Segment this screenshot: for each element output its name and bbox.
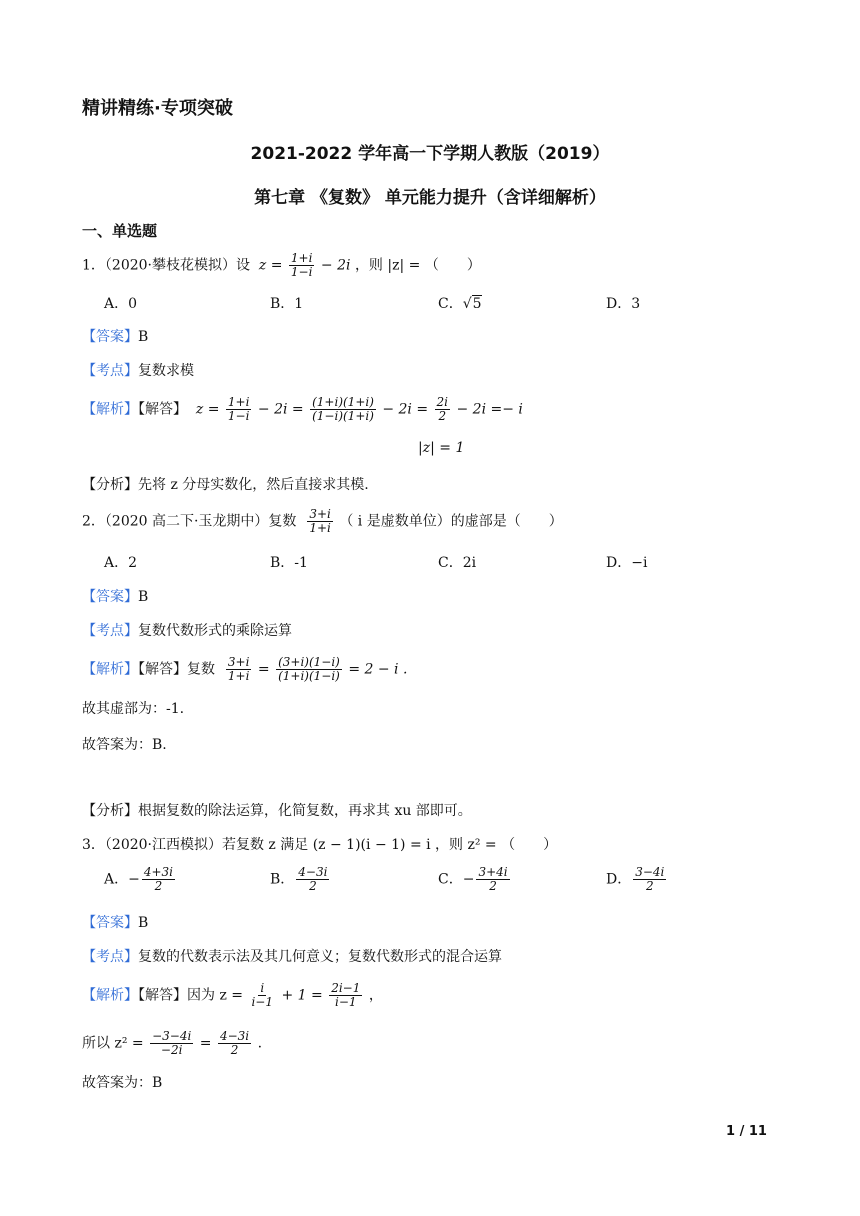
q1-option-a: A．0: [104, 296, 138, 312]
q2-option-c: C．2i: [438, 555, 477, 571]
q1-option-b: B．1: [270, 296, 304, 312]
q1-option-d: D．3: [606, 296, 641, 312]
q3-option-d: D． $\frac{3-4i}{2}$: [606, 865, 665, 893]
q2-analysis: 【分析】根据复数的除法运算，化简复数，再求其 xu 部即可。: [82, 803, 472, 819]
brand-title: 精讲精练·专项突破: [82, 98, 233, 119]
q2-solution: 【解析】【解答】复数 $\frac{3+i}{1+i}$ = $\frac{(3+i)(1-i)}{(1+i)(1-i)}$ = 2 − i .: [82, 655, 408, 683]
q3-option-a: A．− $\frac{4+3i}{2}$: [104, 865, 174, 893]
q3-point: 【考点】复数的代数表示法及其几何意义；复数代数形式的混合运算: [82, 949, 502, 965]
fraction: $\frac{1+i}{1-i}$: [290, 251, 313, 279]
q2-option-d: D．−i: [606, 555, 648, 571]
q3-solution: 【解析】【解答】因为 z = $\frac{i}{i-1}$ + 1 = $\frac{2i-1}{i-1}$ ，: [82, 981, 383, 1009]
q1-modulus: |z| = 1: [418, 440, 465, 456]
q1-answer: 【答案】B: [82, 329, 149, 345]
q1-analysis: 【分析】先将 z 分母实数化，然后直接求其模.: [82, 477, 369, 493]
q2-option-b: B．-1: [270, 555, 308, 571]
q1-solution: 【解析】【解答】 z = $\frac{1+i}{1-i}$ − 2i = $\frac{(1+i)(1+i)}{(1-i)(1+i)}$ − 2i = $\frac{2i}{2}$ − 2i =− i: [82, 395, 523, 423]
q2-line-2: 故答案为：B.: [82, 737, 167, 753]
question-1-stem: 1．（2020·攀枝花模拟）设 z = $\frac{1+i}{1-i}$ − 2i ，则 |z| = （ ）: [82, 251, 481, 279]
section-heading: 一、单选题: [82, 222, 158, 240]
q3-line-3: 故答案为：B: [82, 1075, 163, 1091]
q1-option-c: C．√5: [438, 296, 482, 312]
q1-point: 【考点】复数求模: [82, 363, 194, 379]
page-number: 1 / 11: [726, 1124, 767, 1139]
q2-point: 【考点】复数代数形式的乘除运算: [82, 623, 292, 639]
q3-option-b: B． $\frac{4-3i}{2}$: [270, 865, 328, 893]
question-3-stem: 3．（2020·江西模拟）若复数 z 满足 (z − 1)(i − 1) = i ，则 z² = （ ）: [82, 837, 558, 853]
q3-solution-line-2: 所以 z² = $\frac{-3-4i}{-2i}$ = $\frac{4-3i}{2}$ .: [82, 1029, 263, 1057]
q2-line-1: 故其虚部为：-1.: [82, 701, 185, 717]
doc-title: 2021-2022 学年高一下学期人教版（2019）: [250, 144, 610, 164]
q2-answer: 【答案】B: [82, 589, 149, 605]
q3-answer: 【答案】B: [82, 915, 149, 931]
q2-option-a: A．2: [104, 555, 138, 571]
question-2-stem: 2．（2020 高二下·玉龙期中）复数 $\frac{3+i}{1+i}$ （ i 是虚数单位）的虚部是（ ）: [82, 507, 563, 535]
q3-option-c: C．− $\frac{3+4i}{2}$: [438, 865, 508, 893]
chapter-title: 第七章 《复数》 单元能力提升（含详细解析）: [254, 188, 606, 208]
